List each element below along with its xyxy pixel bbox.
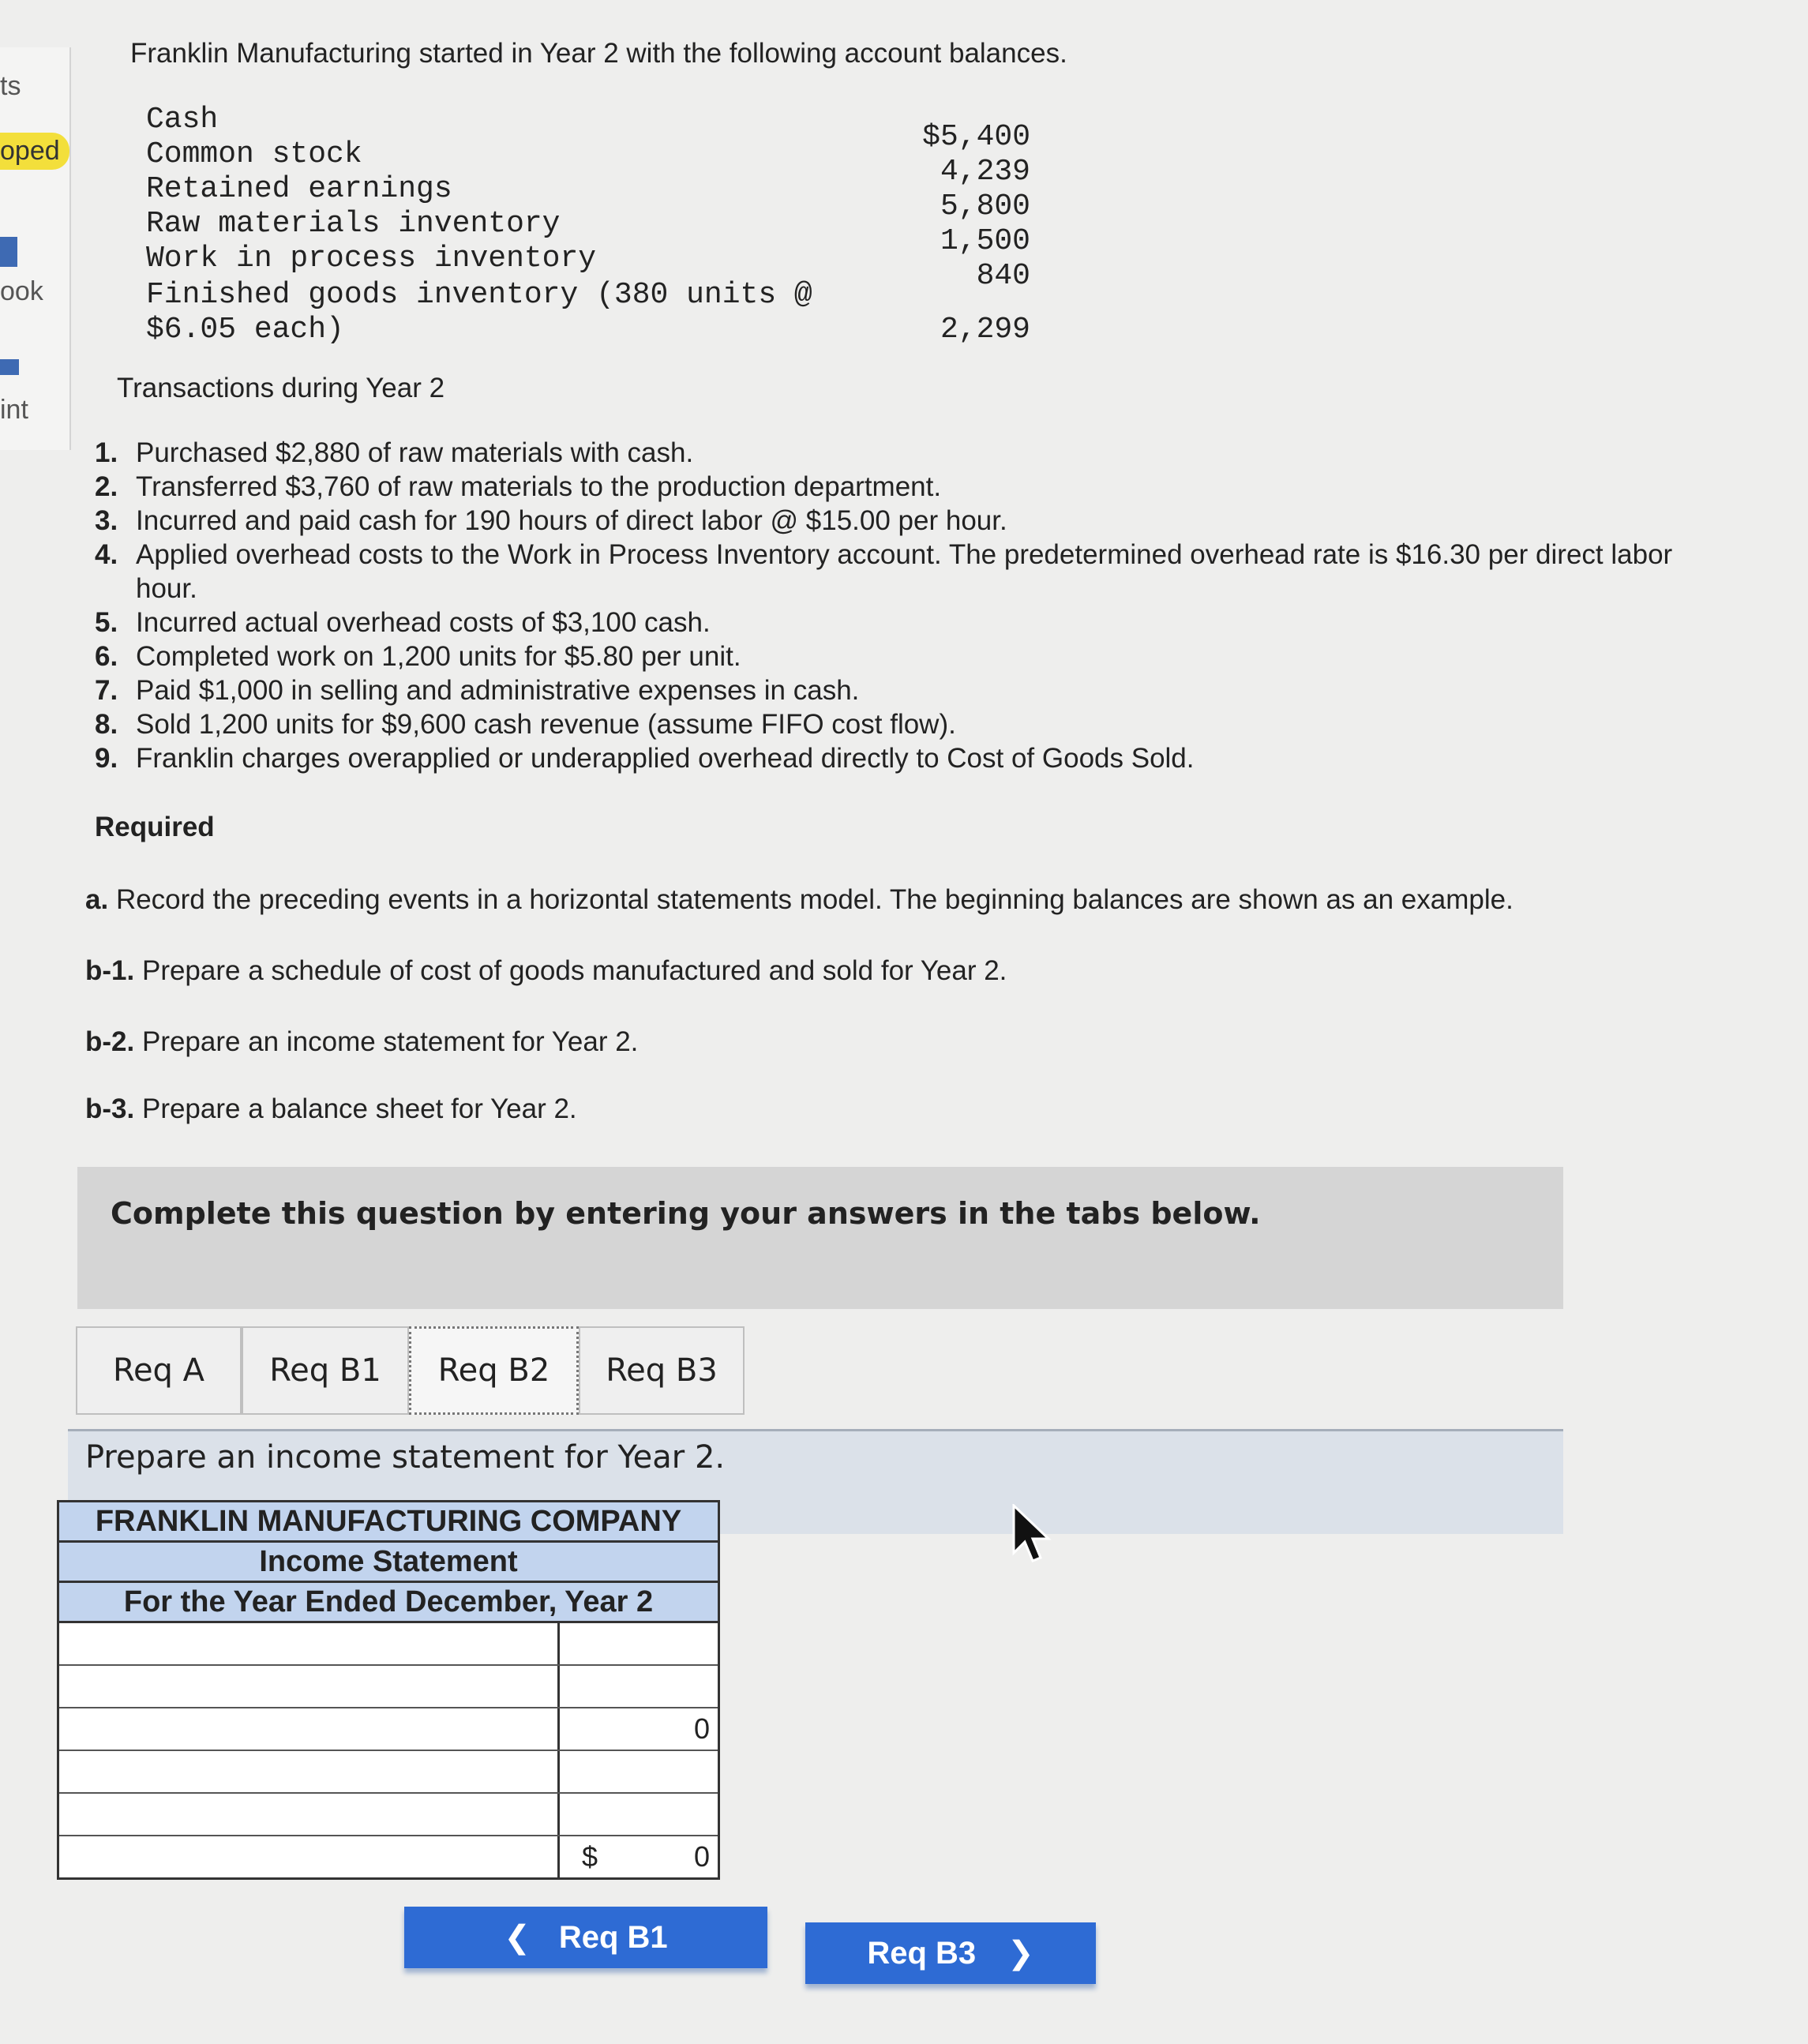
label-input[interactable] xyxy=(59,1794,560,1835)
tab-instruction: Prepare an income statement for Year 2. xyxy=(85,1439,726,1476)
prev-button-label: Req B1 xyxy=(558,1919,668,1955)
label-input[interactable] xyxy=(59,1751,560,1792)
item-number: 8. xyxy=(95,709,118,740)
requirement-key: b-2. xyxy=(85,1026,135,1057)
next-button-label: Req B3 xyxy=(867,1935,977,1971)
sidebar-item-int[interactable]: int xyxy=(0,395,28,425)
balance-label: Finished goods inventory (380 units @ $6.05 each) xyxy=(146,278,812,347)
requirement-tabs xyxy=(76,1326,745,1415)
balance-amount: 1,500 xyxy=(940,224,1030,258)
label-input[interactable] xyxy=(59,1708,560,1750)
requirement-b2 xyxy=(85,1026,638,1058)
balance-label: Cash xyxy=(146,103,219,137)
label-input[interactable] xyxy=(59,1666,560,1707)
statement-company: FRANKLIN MANUFACTURING COMPANY xyxy=(59,1502,718,1543)
amount-input[interactable] xyxy=(560,1623,718,1664)
item-text: Franklin charges overapplied or underapplied overhead directly to Cost of Goods Sold. xyxy=(136,743,1195,774)
income-statement-table xyxy=(57,1500,720,1880)
balance-amount: $5,400 xyxy=(922,120,1030,154)
requirement-text: Record the preceding events in a horizontal statements model. The beginning balances are shown as an example. xyxy=(115,884,1514,915)
amount-value: 0 xyxy=(693,1712,710,1745)
item-number: 5. xyxy=(95,607,118,638)
chevron-left-icon: ❮ xyxy=(504,1920,531,1955)
amount-input[interactable] xyxy=(560,1794,718,1835)
complete-instructions: Complete this question by entering your answers in the tabs below. xyxy=(111,1196,1261,1231)
item-text: Incurred and paid cash for 190 hours of direct labor @ $15.00 per hour. xyxy=(136,505,1007,536)
label-input[interactable] xyxy=(59,1623,560,1664)
requirement-b1 xyxy=(85,955,1007,987)
balance-label: Retained earnings xyxy=(146,172,452,206)
requirement-b3 xyxy=(85,1093,577,1125)
sidebar-item-ts[interactable]: ts xyxy=(0,71,21,101)
requirement-a xyxy=(85,884,1727,916)
statement-period: For the Year Ended December, Year 2 xyxy=(59,1583,718,1623)
tab-req-b3[interactable]: Req B3 xyxy=(579,1326,745,1415)
amount-input[interactable] xyxy=(560,1751,718,1792)
item-text: Purchased $2,880 of raw materials with cash. xyxy=(136,437,694,468)
table-row xyxy=(59,1666,718,1708)
item-number: 2. xyxy=(95,471,118,502)
chevron-right-icon: ❯ xyxy=(1007,1936,1034,1971)
statement-title: Income Statement xyxy=(59,1543,718,1583)
dollar-sign: $ xyxy=(582,1840,598,1873)
tab-req-b1[interactable]: Req B1 xyxy=(242,1326,409,1415)
list-item xyxy=(95,538,1697,606)
list-item xyxy=(95,639,1697,673)
amount-input[interactable] xyxy=(560,1666,718,1707)
balance-amount: 5,800 xyxy=(940,189,1030,223)
item-number: 4. xyxy=(95,539,118,570)
left-sidebar xyxy=(0,47,71,450)
required-heading: Required xyxy=(95,812,215,842)
print-icon xyxy=(0,359,19,375)
transactions-title: Transactions during Year 2 xyxy=(117,373,445,403)
total-value xyxy=(560,1836,718,1877)
next-req-b3-button[interactable] xyxy=(805,1922,1096,1984)
item-text: Applied overhead costs to the Work in Process Inventory account. The predetermined overhead rate is $16.30 per direct labor hour. xyxy=(136,539,1673,604)
item-number: 9. xyxy=(95,743,118,774)
total-amount: 0 xyxy=(693,1840,710,1873)
mouse-cursor-icon xyxy=(1011,1504,1058,1567)
balance-amount: 840 xyxy=(976,259,1030,293)
table-row xyxy=(59,1623,718,1666)
table-row xyxy=(59,1708,718,1751)
table-row xyxy=(59,1751,718,1794)
table-row xyxy=(59,1836,718,1877)
item-text: Paid $1,000 in selling and administrative expenses in cash. xyxy=(136,675,860,706)
balance-amount: 4,239 xyxy=(940,155,1030,189)
prev-req-b1-button[interactable] xyxy=(404,1907,767,1968)
requirement-text: Prepare a balance sheet for Year 2. xyxy=(141,1093,577,1124)
problem-intro: Franklin Manufacturing started in Year 2 with the following account balances. xyxy=(130,38,1067,69)
list-item xyxy=(95,673,1697,707)
balance-label: Raw materials inventory xyxy=(146,207,561,241)
transactions-list xyxy=(95,436,1697,775)
requirement-text: Prepare a schedule of cost of goods manufactured and sold for Year 2. xyxy=(141,955,1007,986)
list-item xyxy=(95,606,1697,639)
label-input[interactable] xyxy=(59,1836,560,1877)
item-text: Transferred $3,760 of raw materials to the production department. xyxy=(136,471,942,502)
list-item xyxy=(95,436,1697,470)
item-number: 6. xyxy=(95,641,118,672)
item-number: 3. xyxy=(95,505,118,536)
list-item xyxy=(95,470,1697,504)
item-text: Incurred actual overhead costs of $3,100 cash. xyxy=(136,607,711,638)
requirement-key: b-1. xyxy=(85,955,135,986)
sidebar-item-ook[interactable]: ook xyxy=(0,276,43,306)
table-row xyxy=(59,1794,718,1836)
instructions-panel xyxy=(77,1167,1563,1309)
list-item xyxy=(95,707,1697,741)
item-number: 1. xyxy=(95,437,118,468)
tab-req-b2[interactable]: Req B2 xyxy=(409,1326,579,1415)
list-item xyxy=(95,504,1697,538)
requirement-text: Prepare an income statement for Year 2. xyxy=(141,1026,639,1057)
tab-req-a[interactable]: Req A xyxy=(76,1326,242,1415)
item-text: Sold 1,200 units for $9,600 cash revenue (assume FIFO cost flow). xyxy=(136,709,956,740)
balance-label: Work in process inventory xyxy=(146,242,597,276)
requirement-key: a. xyxy=(85,884,109,915)
sidebar-item-oped[interactable]: oped xyxy=(0,133,69,170)
balance-amount: 2,299 xyxy=(940,313,1030,347)
item-text: Completed work on 1,200 units for $5.80 per unit. xyxy=(136,641,741,672)
book-icon xyxy=(0,237,17,267)
requirement-key: b-3. xyxy=(85,1093,135,1124)
item-number: 7. xyxy=(95,675,118,706)
list-item xyxy=(95,741,1697,775)
beginning-balances xyxy=(146,103,1030,347)
balance-label: Common stock xyxy=(146,137,362,171)
